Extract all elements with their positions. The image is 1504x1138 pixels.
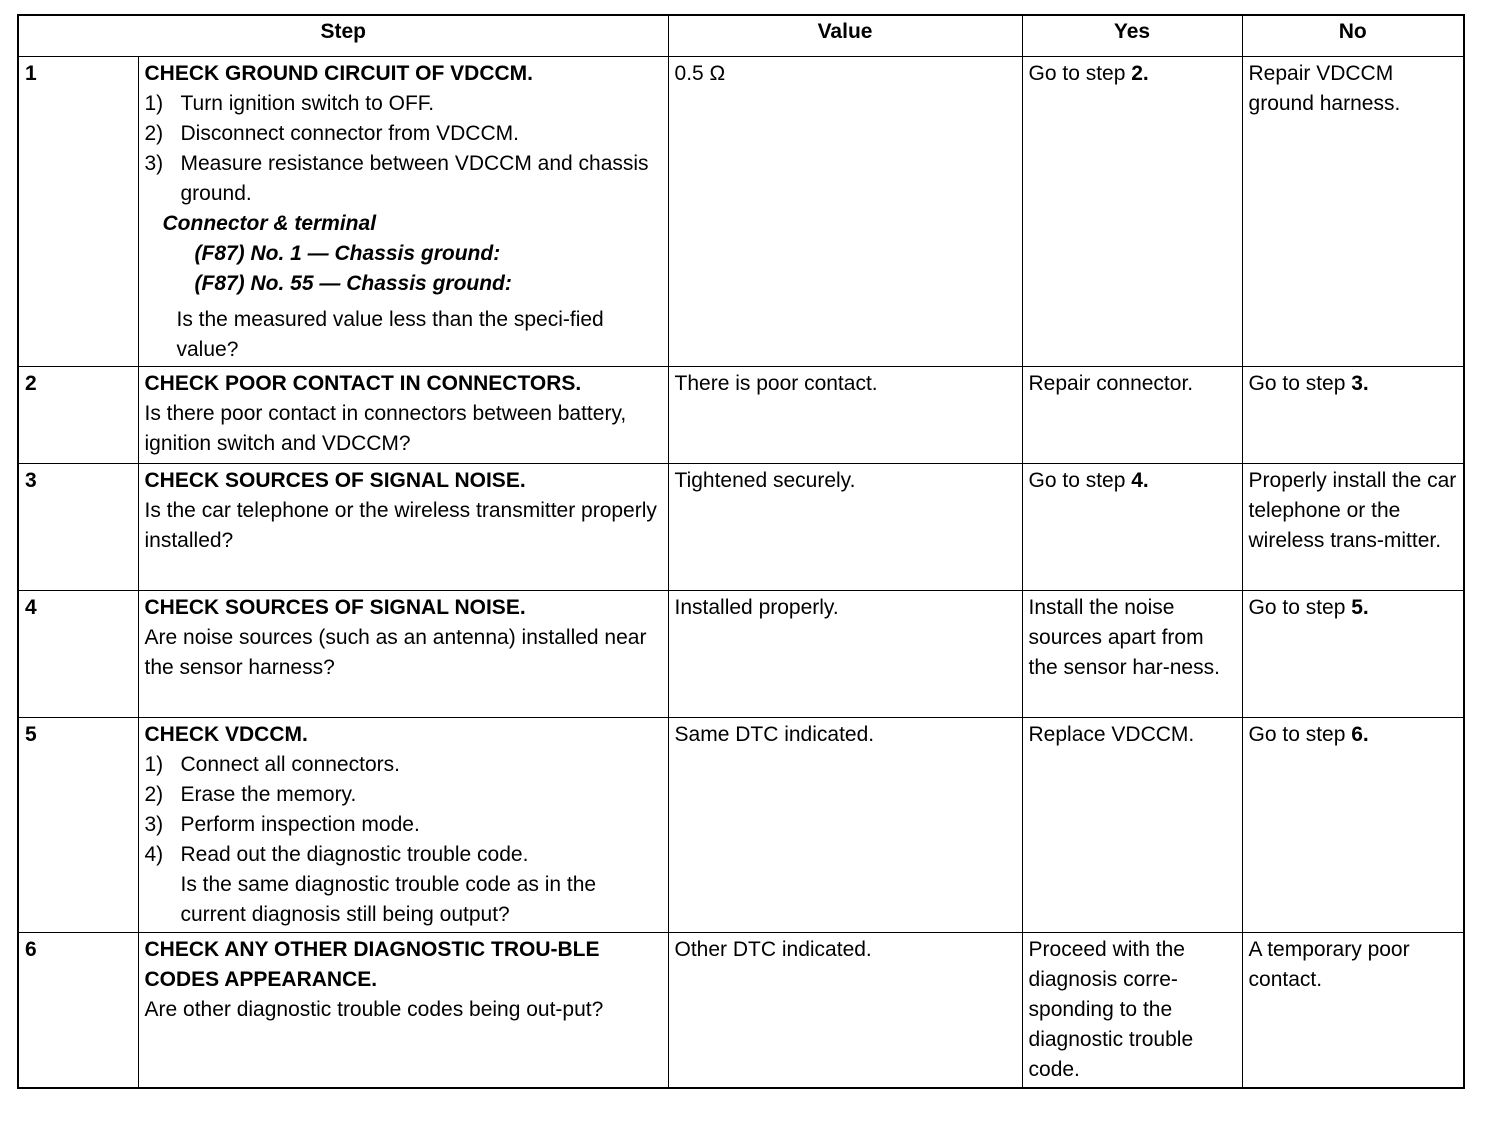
yes-cell: Repair connector. [1022, 367, 1242, 464]
no-cell: Go to step 6. [1242, 718, 1464, 933]
table-row [18, 57, 1464, 367]
value-cell: Tightened securely. [668, 464, 1022, 591]
terminal-spec: (F87) No. 55 — Chassis ground: [194, 272, 512, 295]
table-row [18, 933, 1464, 1089]
value-cell: Installed properly. [668, 591, 1022, 718]
no-cell: Properly install the car telephone or the wireless trans-mitter. [1242, 464, 1464, 591]
step-number: 6 [18, 933, 138, 1089]
yes-cell: Go to step 4. [1022, 464, 1242, 591]
step-question: Is there poor contact in connectors between battery, ignition switch and VDCCM? [144, 402, 627, 455]
connector-terminal-label: Connector & terminal [162, 212, 377, 235]
value-cell: There is poor contact. [668, 367, 1022, 464]
step-number: 5 [18, 718, 138, 933]
step-title: CHECK SOURCES OF SIGNAL NOISE. [144, 596, 526, 619]
diagnostic-table [17, 14, 1465, 1089]
yes-cell: Go to step 2. [1022, 57, 1242, 367]
table-header-row [18, 15, 1464, 57]
step-number: 2 [18, 367, 138, 464]
step-title: CHECK SOURCES OF SIGNAL NOISE. [144, 469, 526, 492]
step-description [138, 57, 668, 367]
value-cell: 0.5 Ω [668, 57, 1022, 367]
step-title: CHECK GROUND CIRCUIT OF VDCCM. [144, 62, 533, 85]
diagnostic-table-container [17, 14, 1463, 1089]
step-description [138, 933, 668, 1089]
step-title: CHECK VDCCM. [144, 723, 308, 746]
no-cell: Go to step 3. [1242, 367, 1464, 464]
procedure-item: 3) Perform inspection mode. [144, 813, 420, 836]
table-row [18, 367, 1464, 464]
table-row [18, 464, 1464, 591]
yes-cell: Install the noise sources apart from the sensor har-ness. [1022, 591, 1242, 718]
step-number: 4 [18, 591, 138, 718]
no-cell: A temporary poor contact. [1242, 933, 1464, 1089]
step-number: 1 [18, 57, 138, 367]
header-yes: Yes [1022, 15, 1242, 57]
procedure-item: 1) Turn ignition switch to OFF. [144, 92, 435, 115]
no-cell: Go to step 5. [1242, 591, 1464, 718]
value-cell: Other DTC indicated. [668, 933, 1022, 1089]
step-question: Are other diagnostic trouble codes being out-put? [144, 998, 604, 1021]
header-value: Value [668, 15, 1022, 57]
step-description [138, 591, 668, 718]
step-title: CHECK POOR CONTACT IN CONNECTORS. [144, 372, 582, 395]
procedure-item: 2) Erase the memory. [144, 783, 357, 806]
table-row [18, 718, 1464, 933]
step-description [138, 464, 668, 591]
yes-cell: Replace VDCCM. [1022, 718, 1242, 933]
step-question: Are noise sources (such as an antenna) installed near the sensor harness? [144, 626, 647, 679]
step-description [138, 718, 668, 933]
step-title: CHECK ANY OTHER DIAGNOSTIC TROU-BLE CODES APPEARANCE. [144, 938, 600, 991]
step-question: Is the car telephone or the wireless transmitter properly installed? [144, 499, 657, 552]
step-question: Is the same diagnostic trouble code as in the current diagnosis still being output? [180, 873, 597, 926]
terminal-spec: (F87) No. 1 — Chassis ground: [194, 242, 501, 265]
step-number: 3 [18, 464, 138, 591]
header-step: Step [18, 15, 668, 57]
header-no: No [1242, 15, 1464, 57]
procedure-item: 3) Measure resistance between VDCCM and chassis ground. [144, 152, 649, 205]
procedure-item: 4) Read out the diagnostic trouble code. [144, 843, 529, 866]
table-row [18, 591, 1464, 718]
yes-cell: Proceed with the diagnosis corre-sponding to the diagnostic trouble code. [1022, 933, 1242, 1089]
procedure-item: 1) Connect all connectors. [144, 753, 400, 776]
step-question: Is the measured value less than the speci-fied value? [176, 308, 604, 361]
no-cell: Repair VDCCM ground harness. [1242, 57, 1464, 367]
procedure-item: 2) Disconnect connector from VDCCM. [144, 122, 519, 145]
value-cell: Same DTC indicated. [668, 718, 1022, 933]
step-description [138, 367, 668, 464]
